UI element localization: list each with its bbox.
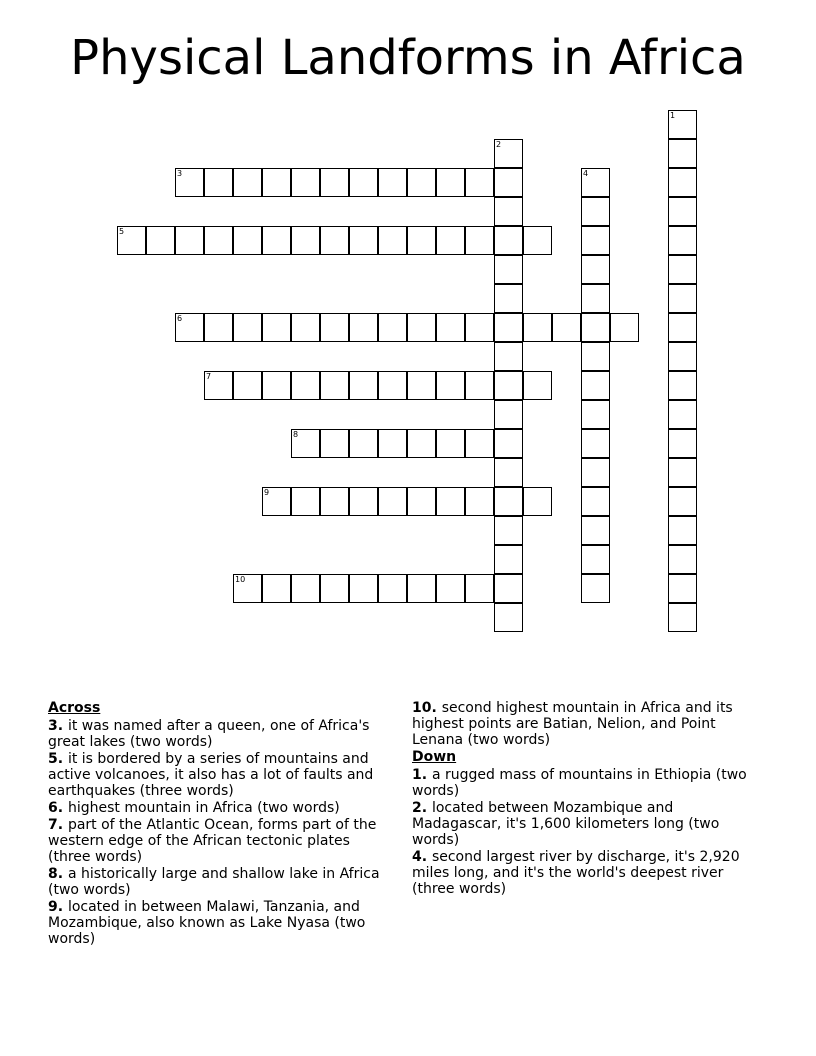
grid-cell[interactable] xyxy=(494,574,523,603)
clue-text: a rugged mass of mountains in Ethiopia (two words) xyxy=(412,767,747,799)
grid-cell[interactable] xyxy=(523,313,552,342)
grid-cell[interactable] xyxy=(465,487,494,516)
clue-number: 8 xyxy=(48,866,58,882)
grid-cell[interactable] xyxy=(581,284,610,313)
grid-cell[interactable] xyxy=(523,371,552,400)
grid-cell[interactable] xyxy=(436,371,465,400)
clue-number: 9 xyxy=(264,488,270,497)
down-heading: Down xyxy=(412,749,457,765)
grid-cell[interactable] xyxy=(494,429,523,458)
grid-cell[interactable] xyxy=(668,429,697,458)
clue-number-dot: . xyxy=(57,817,68,833)
grid-cell[interactable] xyxy=(581,313,610,342)
grid-cell[interactable] xyxy=(494,313,523,342)
grid-cell[interactable] xyxy=(378,226,407,255)
grid-cell[interactable] xyxy=(668,342,697,371)
across-clue xyxy=(48,800,393,816)
grid-cell[interactable] xyxy=(494,400,523,429)
grid-cell[interactable] xyxy=(436,226,465,255)
grid-cell[interactable] xyxy=(291,487,320,516)
grid-cell[interactable] xyxy=(668,139,697,168)
clue-number-dot: . xyxy=(421,849,432,865)
grid-cell[interactable] xyxy=(349,226,378,255)
clue-number: 2 xyxy=(412,800,422,816)
grid-cell[interactable] xyxy=(291,574,320,603)
grid-cell[interactable] xyxy=(291,226,320,255)
grid-cell[interactable] xyxy=(349,487,378,516)
clues-across xyxy=(48,700,393,948)
grid-cell[interactable] xyxy=(436,429,465,458)
grid-cell[interactable] xyxy=(581,545,610,574)
grid-cell[interactable] xyxy=(668,168,697,197)
grid-cell[interactable] xyxy=(465,313,494,342)
grid-cell[interactable] xyxy=(117,226,146,255)
grid-cell[interactable] xyxy=(494,255,523,284)
grid-cell[interactable] xyxy=(233,574,262,603)
grid-cell[interactable] xyxy=(349,168,378,197)
grid-cell[interactable] xyxy=(436,574,465,603)
grid-cell[interactable] xyxy=(204,226,233,255)
grid-cell[interactable] xyxy=(233,371,262,400)
clue-number: 3 xyxy=(177,169,183,178)
grid-cell[interactable] xyxy=(581,400,610,429)
grid-cell[interactable] xyxy=(494,603,523,632)
grid-cell[interactable] xyxy=(262,168,291,197)
clue-text: highest mountain in Africa (two words) xyxy=(67,800,340,816)
grid-cell[interactable] xyxy=(378,487,407,516)
clue-number: 5 xyxy=(48,751,58,767)
down-clue xyxy=(412,849,757,897)
grid-cell[interactable] xyxy=(349,574,378,603)
grid-cell[interactable] xyxy=(668,255,697,284)
clue-number-dot: . xyxy=(57,866,68,882)
clue-number: 3 xyxy=(48,718,58,734)
across-clue xyxy=(48,817,393,865)
grid-cell[interactable] xyxy=(262,574,291,603)
grid-cell[interactable] xyxy=(668,545,697,574)
grid-cell[interactable] xyxy=(262,313,291,342)
grid-cell[interactable] xyxy=(291,371,320,400)
grid-cell[interactable] xyxy=(233,168,262,197)
grid-cell[interactable] xyxy=(465,574,494,603)
clue-text: located in between Malawi, Tanzania, and Mozambique, also known as Lake Nyasa (two words) xyxy=(48,899,366,947)
clue-number: 4 xyxy=(412,849,422,865)
clue-text: part of the Atlantic Ocean, forms part of the western edge of the African tectonic plates (three words) xyxy=(48,817,377,865)
grid-cell[interactable] xyxy=(581,458,610,487)
grid-cell[interactable] xyxy=(668,400,697,429)
grid-cell[interactable] xyxy=(494,226,523,255)
clue-number: 6 xyxy=(177,314,183,323)
grid-cell[interactable] xyxy=(175,313,204,342)
grid-cell[interactable] xyxy=(668,487,697,516)
grid-cell[interactable] xyxy=(262,487,291,516)
across-heading: Across xyxy=(48,700,101,716)
grid-cell[interactable] xyxy=(407,371,436,400)
clue-number: 9 xyxy=(48,899,58,915)
grid-cell[interactable] xyxy=(581,429,610,458)
grid-cell[interactable] xyxy=(581,516,610,545)
grid-cell[interactable] xyxy=(436,313,465,342)
grid-cell[interactable] xyxy=(291,313,320,342)
grid-cell[interactable] xyxy=(204,371,233,400)
grid-cell[interactable] xyxy=(378,371,407,400)
grid-cell[interactable] xyxy=(233,313,262,342)
clue-number: 10 xyxy=(235,575,246,584)
grid-cell[interactable] xyxy=(204,313,233,342)
grid-cell[interactable] xyxy=(436,168,465,197)
grid-cell[interactable] xyxy=(581,197,610,226)
grid-cell[interactable] xyxy=(146,226,175,255)
clue-number-dot: . xyxy=(431,700,442,716)
clue-text: second largest river by discharge, it's 2,920 miles long, and it's the world's deepest river (three words) xyxy=(412,849,740,897)
grid-cell[interactable] xyxy=(581,574,610,603)
grid-cell[interactable] xyxy=(436,487,465,516)
grid-cell[interactable] xyxy=(581,226,610,255)
grid-cell[interactable] xyxy=(668,284,697,313)
grid-cell[interactable] xyxy=(581,487,610,516)
clue-number-dot: . xyxy=(57,718,68,734)
grid-cell[interactable] xyxy=(349,371,378,400)
clue-number: 4 xyxy=(583,169,589,178)
grid-cell[interactable] xyxy=(407,168,436,197)
grid-cell[interactable] xyxy=(494,371,523,400)
grid-cell[interactable] xyxy=(320,168,349,197)
grid-cell[interactable] xyxy=(204,168,233,197)
grid-cell[interactable] xyxy=(523,487,552,516)
grid-cell[interactable] xyxy=(668,226,697,255)
grid-cell[interactable] xyxy=(291,429,320,458)
grid-cell[interactable] xyxy=(668,574,697,603)
grid-cell[interactable] xyxy=(407,429,436,458)
grid-cell[interactable] xyxy=(349,313,378,342)
grid-cell[interactable] xyxy=(552,313,581,342)
grid-cell[interactable] xyxy=(668,371,697,400)
clue-number-dot: . xyxy=(57,800,68,816)
grid-cell[interactable] xyxy=(668,197,697,226)
clue-number-dot: . xyxy=(421,800,432,816)
grid-cell[interactable] xyxy=(378,429,407,458)
grid-cell[interactable] xyxy=(320,574,349,603)
grid-cell[interactable] xyxy=(407,574,436,603)
grid-cell[interactable] xyxy=(668,110,697,139)
grid-cell[interactable] xyxy=(407,313,436,342)
clue-text: it was named after a queen, one of Africa's great lakes (two words) xyxy=(48,718,370,750)
grid-cell[interactable] xyxy=(494,545,523,574)
grid-cell[interactable] xyxy=(581,342,610,371)
grid-cell[interactable] xyxy=(465,371,494,400)
across-clue xyxy=(48,866,393,898)
grid-cell[interactable] xyxy=(494,139,523,168)
grid-cell[interactable] xyxy=(668,313,697,342)
clue-number: 1 xyxy=(670,111,676,120)
grid-cell[interactable] xyxy=(581,371,610,400)
grid-cell[interactable] xyxy=(262,371,291,400)
grid-cell[interactable] xyxy=(494,458,523,487)
grid-cell[interactable] xyxy=(378,574,407,603)
page-title: Physical Landforms in Africa xyxy=(70,30,746,86)
grid-cell[interactable] xyxy=(668,458,697,487)
grid-cell[interactable] xyxy=(175,168,204,197)
grid-cell[interactable] xyxy=(320,226,349,255)
clue-number: 1 xyxy=(412,767,422,783)
grid-cell[interactable] xyxy=(407,226,436,255)
grid-cell[interactable] xyxy=(494,284,523,313)
across-clue xyxy=(48,718,393,750)
grid-cell[interactable] xyxy=(320,371,349,400)
clue-text: second highest mountain in Africa and its highest points are Batian, Nelion, and Point Lenana (two words) xyxy=(412,700,733,748)
clue-number: 5 xyxy=(119,227,125,236)
clue-number: 7 xyxy=(206,372,212,381)
clue-number-dot: . xyxy=(57,751,68,767)
grid-cell[interactable] xyxy=(668,603,697,632)
down-clue xyxy=(412,767,757,799)
clue-number: 2 xyxy=(496,140,502,149)
grid-cell[interactable] xyxy=(175,226,204,255)
grid-cell[interactable] xyxy=(320,313,349,342)
clue-text: a historically large and shallow lake in Africa (two words) xyxy=(48,866,380,898)
grid-cell[interactable] xyxy=(378,168,407,197)
clue-number-dot: . xyxy=(57,899,68,915)
clues-down-column xyxy=(412,700,757,898)
clue-number-dot: . xyxy=(421,767,432,783)
grid-cell[interactable] xyxy=(494,516,523,545)
grid-cell[interactable] xyxy=(494,168,523,197)
clue-number: 6 xyxy=(48,800,58,816)
down-clue xyxy=(412,800,757,848)
clue-text: it is bordered by a series of mountains and active volcanoes, it also has a lot of faults and earthquakes (three words) xyxy=(48,751,374,799)
grid-cell[interactable] xyxy=(349,429,378,458)
across-clue xyxy=(412,700,757,748)
grid-cell[interactable] xyxy=(581,255,610,284)
clue-number: 8 xyxy=(293,430,299,439)
grid-cell[interactable] xyxy=(407,487,436,516)
grid-cell[interactable] xyxy=(233,226,262,255)
grid-cell[interactable] xyxy=(465,226,494,255)
grid-cell[interactable] xyxy=(291,168,320,197)
grid-cell[interactable] xyxy=(523,226,552,255)
across-clue xyxy=(48,751,393,799)
grid-cell[interactable] xyxy=(494,487,523,516)
grid-cell[interactable] xyxy=(320,429,349,458)
across-clue xyxy=(48,899,393,947)
grid-cell[interactable] xyxy=(262,226,291,255)
grid-cell[interactable] xyxy=(378,313,407,342)
grid-cell[interactable] xyxy=(494,342,523,371)
grid-cell[interactable] xyxy=(494,197,523,226)
clue-number: 7 xyxy=(48,817,58,833)
clue-number: 10 xyxy=(412,700,432,716)
grid-cell[interactable] xyxy=(320,487,349,516)
grid-cell[interactable] xyxy=(465,168,494,197)
grid-cell[interactable] xyxy=(610,313,639,342)
clue-text: located between Mozambique and Madagascar, it's 1,600 kilometers long (two words) xyxy=(412,800,720,848)
grid-cell[interactable] xyxy=(465,429,494,458)
grid-cell[interactable] xyxy=(668,516,697,545)
grid-cell[interactable] xyxy=(581,168,610,197)
